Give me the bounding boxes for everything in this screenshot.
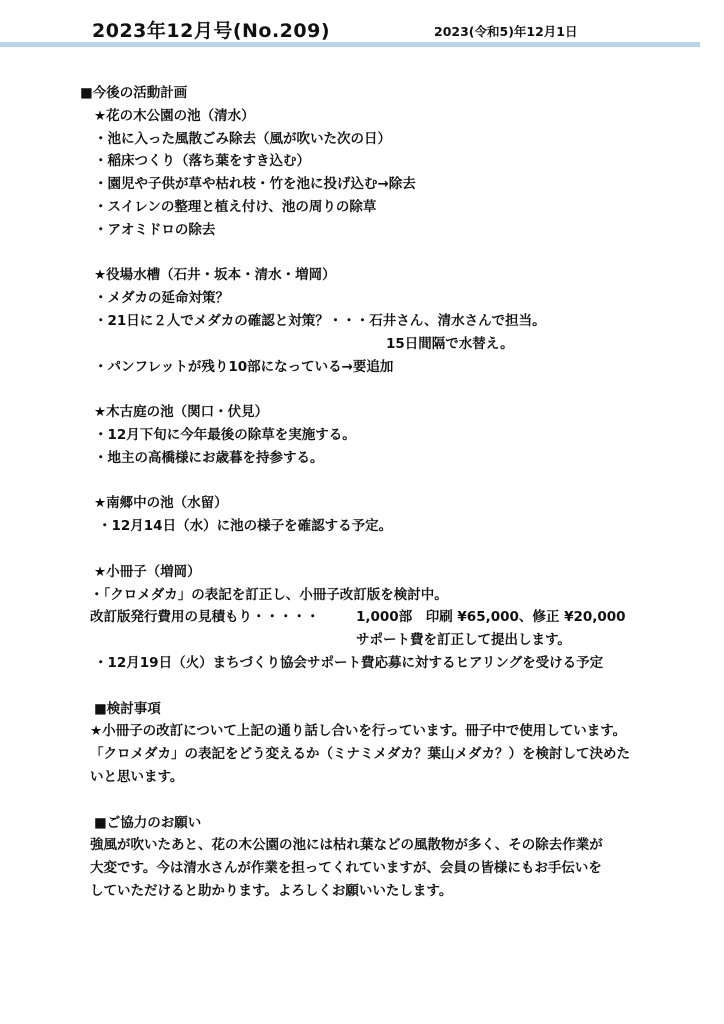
subsection-title-nangochu: ★南郷中の池（水留） (94, 495, 228, 512)
spacer (0, 378, 724, 401)
list-item: ・12月下旬に今年最後の除草を実施する。 (94, 426, 356, 443)
newsletter-header (0, 0, 724, 46)
subsection-title-yakuba: ★役場水槽（石井・坂本・清水・増岡） (94, 267, 336, 284)
list-item: ・地主の高橋様にお歳暮を持参する。 (94, 449, 324, 466)
paragraph-line: 大変です。今は清水さんが作業を担ってくれていますが、会員の皆様にもお手伝いを (90, 860, 602, 877)
list-item-continuation: 15日間隔で水替え。 (386, 335, 514, 352)
estimate-label: 改訂版発行費用の見積もり・・・・・ (90, 609, 320, 626)
list-item: ・21日に２人でメダカの確認と対策？・・・石井さん、清水さんで担当。 (94, 312, 546, 329)
spacer (0, 675, 724, 698)
estimate-value: 1,000部 印刷 ¥65,000、修正 ¥20,000 (356, 609, 626, 626)
paragraph-line: いと思います。 (90, 768, 184, 785)
list-item: ・アオミドロの除去 (94, 221, 216, 238)
estimate-row (0, 606, 724, 629)
list-item: ・12月14日（水）に池の様子を確認する予定。 (98, 518, 393, 535)
paragraph-line: 強風が吹いたあと、花の木公園の池には枯れ葉などの風散物が多く、その除去作業が (90, 837, 603, 854)
section-heading-request: ■ご協力のお願い (94, 814, 202, 831)
list-item: ・12月19日（火）まちづくり協会サポート費応募に対するヒアリングを受ける予定 (94, 654, 604, 671)
paragraph-line: 「クロメダカ」の表記をどう変えるか（ミナミメダカ？葉山メダカ？）を検討して決めた (90, 746, 630, 763)
list-item: ・スイレンの整理と植え付け、池の周りの除草 (94, 198, 377, 215)
list-item: ・園児や子供が草や枯れ枝・竹を池に投げ込む→除去 (94, 176, 416, 193)
spacer (0, 470, 724, 493)
spacer (0, 538, 724, 561)
list-item: ・「クロメダカ」の表記を訂正し、小冊子改訂版を検討中。 (90, 586, 448, 603)
paragraph-line: していただけると助かります。よろしくお願いいたします。 (90, 882, 453, 899)
header-divider (0, 42, 700, 47)
spacer (0, 789, 724, 812)
newsletter-body (0, 82, 724, 903)
section-heading-plan: ■今後の活動計画 (80, 85, 188, 101)
subsection-title-kikotei: ★木古庭の池（関口・伏見） (94, 404, 269, 421)
paragraph-line: ★小冊子の改訂について上記の通り話し合いを行っています。冊子中で使用しています。 (90, 723, 627, 740)
list-item: ・パンフレットが残り10部になっている→要追加 (94, 358, 394, 375)
estimate-continuation: サポート費を訂正して提出します。 (356, 632, 571, 649)
list-item: ・メダカの延命対策？ (94, 290, 229, 307)
issue-date: 2023(令和5)年12月1日 (434, 24, 578, 39)
section-heading-review: ■検討事項 (94, 700, 161, 717)
spacer (0, 242, 724, 265)
list-item: ・池に入った風散ごみ除去（風が吹いた次の日） (94, 130, 391, 147)
list-item: ・稲床つくり（落ち葉をすき込む） (94, 153, 310, 170)
subsection-title-booklet: ★小冊子（増岡） (94, 563, 201, 580)
subsection-title-hananoki: ★花の木公園の池（清水） (94, 107, 255, 124)
issue-title: 2023年12月号(No.209) (92, 20, 331, 42)
